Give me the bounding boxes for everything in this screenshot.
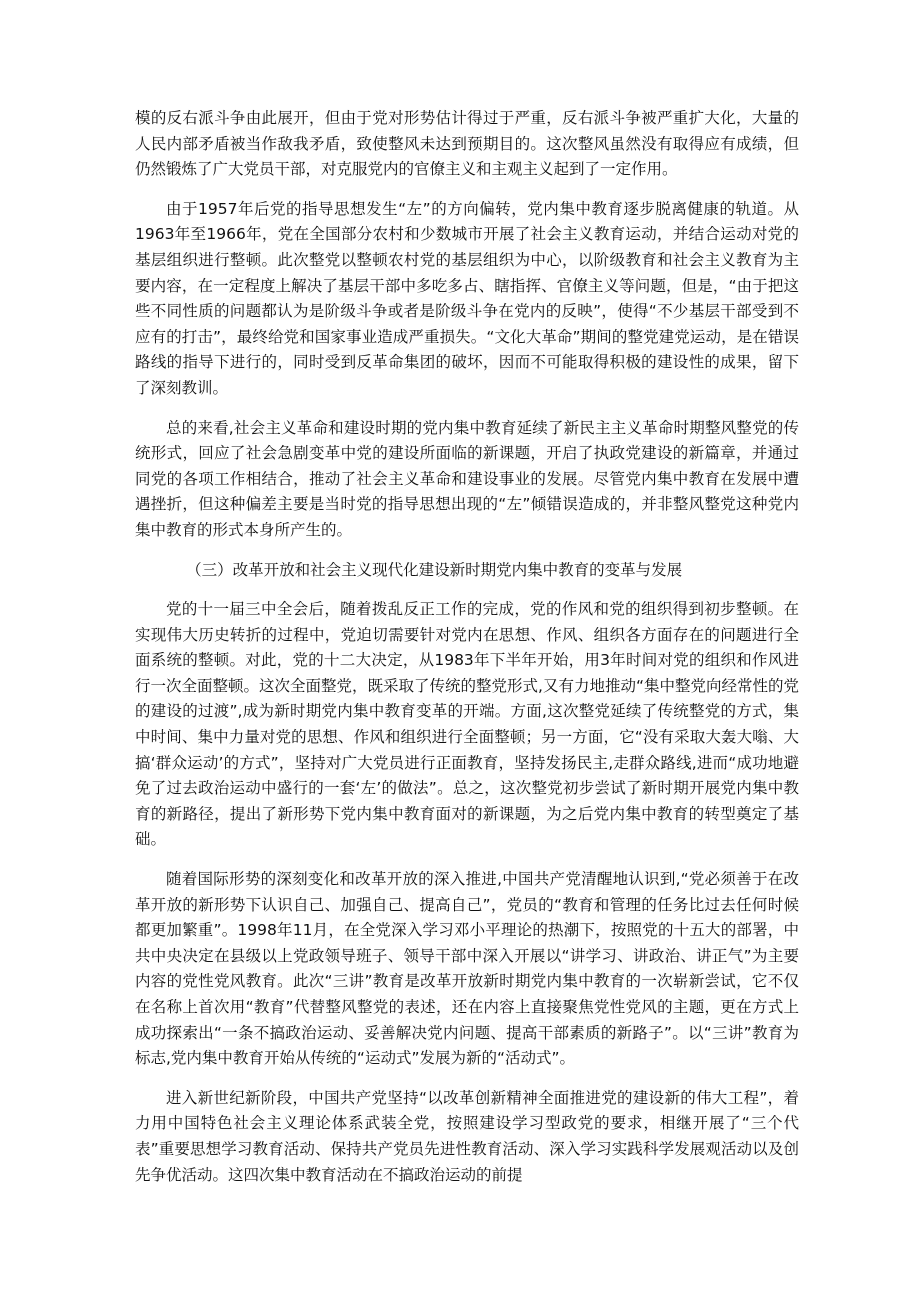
paragraph-6: 进入新世纪新阶段，中国共产党坚持“以改革创新精神全面推进党的建设新的伟大工程”，着力用中国特色社会主义理论体系武装全党，按照建设学习型政党的要求，相继开展了“三个代表”重要思想学习教育活动、保持共产党员先进性教育活动、深入学习实践科学发展观活动以及创先争优活动。这四次集中教育活动在不搞政治运动的前提 [135, 1088, 799, 1184]
document-page [135, 106, 799, 1202]
paragraph-2: 由于1957年后党的指导思想发生“左”的方向偏转，党内集中教育逐步脱离健康的轨道。从1963年至1966年，党在全国部分农村和少数城市开展了社会主义教育运动，并结合运动对党的基层组织进行整顿。此次整党以整顿农村党的基层组织为中心，以阶级教育和社会主义教育为主要内容，在一定程度上解决了基层干部中多吃多占、瞎指挥、官僚主义等问题，但是，“由于把这些不同性质的问题都认为是阶级斗争或者是阶级斗争在党内的反映”，使得“不少基层干部受到不应有的打击”，最终给党和国家事业造成严重损失。“文化大革命”期间的整党建党运动，是在错误路线的指导下进行的，同时受到反革命集团的破坏，因而不可能取得积极的建设性的成果，留下了深刻教训。 [135, 199, 799, 397]
section-heading: （三）改革开放和社会主义现代化建设新时期党内集中教育的变革与发展 [186, 560, 683, 579]
paragraph-3: 总的来看,社会主义革命和建设时期的党内集中教育延续了新民主主义革命时期整风整党的传统形式，回应了社会急剧变革中党的建设所面临的新课题，开启了执政党建设的新篇章，并通过同党的各项工作相结合，推动了社会主义革命和建设事业的发展。尽管党内集中教育在发展中遭遇挫折，但这种偏差主要是当时党的指导思想出现的“左”倾错误造成的，并非整风整党这种党内集中教育的形式本身所产生的。 [135, 418, 799, 539]
paragraph-1: 模的反右派斗争由此展开，但由于党对形势估计得过于严重，反右派斗争被严重扩大化，大量的人民内部矛盾被当作敌我矛盾，致使整风未达到预期目的。这次整风虽然没有取得应有成绩，但仍然锻炼了广大党员干部，对克服党内的官僚主义和主观主义起到了一定作用。 [135, 109, 799, 179]
paragraph-4: 党的十一届三中全会后，随着拨乱反正工作的完成，党的作风和党的组织得到初步整顿。在实现伟大历史转折的过程中，党迫切需要针对党内在思想、作风、组织各方面存在的问题进行全面系统的整顿。对此，党的十二大决定，从1983年下半年开始，用3年时间对党的组织和作风进行一次全面整顿。这次全面整党，既采取了传统的整党形式,又有力地推动“集中整党向经常性的党的建设的过渡”,成为新时期党内集中教育变革的开端。方面,这次整党延续了传统整党的方式，集中时间、集中力量对党的思想、作风和组织进行全面整顿；另一方面，它“没有采取大轰大嗡、大搞‘群众运动’的方式”，坚持对广大党员进行正面教育，坚持发扬民主,走群众路线,进而“成功地避免了过去政治运动中盛行的一套‘左’的做法”。总之，这次整党初步尝试了新时期开展党内集中教育的新路径，提出了新形势下党内集中教育面对的新课题，为之后党内集中教育的转型奠定了基础。 [135, 600, 799, 849]
paragraph-5: 随着国际形势的深刻变化和改革开放的深入推进,中国共产党清醒地认识到,“党必须善于在改革开放的新形势下认识自己、加强自己、提高自己”，党员的“教育和管理的任务比过去任何时候都更加繁重”。1998年11月，在全党深入学习邓小平理论的热潮下，按照党的十五大的部署，中共中央决定在县级以上党政领导班子、领导干部中深入开展以“讲学习、讲政治、讲正气”为主要内容的党性党风教育。此次“三讲”教育是改革开放新时期党内集中教育的一次崭新尝试，它不仅在名称上首次用“教育”代替整风整党的表述，还在内容上直接聚焦党性党风的主题，更在方式上成功探索出“一条不搞政治运动、妥善解决党内问题、提高干部素质的新路子”。以“三讲”教育为标志,党内集中教育开始从传统的“运动式”发展为新的“活动式”。 [135, 870, 799, 1068]
